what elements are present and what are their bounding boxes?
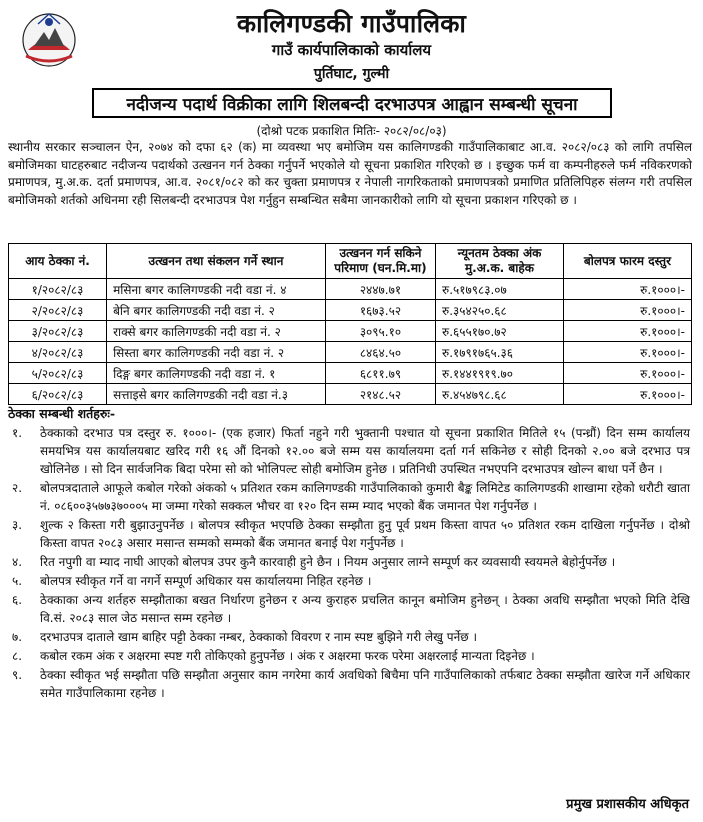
term-number: १. — [12, 426, 23, 440]
term-number: ५. — [12, 574, 23, 588]
term-text: कबोल रकम अंक र अक्षरमा स्पष्ट गरी तोकिएको हुनुपर्नेछ । अंक र अक्षरमा फरक परेमा अक्षरलाई मान्यता दिइनेछ । — [40, 649, 535, 663]
term-number: ७. — [12, 630, 23, 644]
quantity-cell: ६८११.७९ — [325, 363, 435, 384]
header-location: उत्खनन तथा संकलन गर्ने स्थान — [107, 244, 326, 279]
notice-title: नदीजन्य पदार्थ विक्रीका लागि शिलबन्दी दरभाउपत्र आह्वान सम्बन्धी सूचना — [92, 88, 612, 118]
list-item — [12, 572, 690, 590]
form-fee-cell: रु.१०००।- — [563, 342, 691, 363]
location-cell: मसिना बगर कालिगण्डकी नदी वडा नं. ४ — [107, 279, 326, 300]
terms-list — [12, 424, 690, 703]
quantity-cell: ३०९५.१० — [325, 321, 435, 342]
contract-no-cell: २/२०८२/८३ — [9, 300, 107, 321]
form-fee-cell: रु.१०००।- — [563, 321, 691, 342]
table-row — [9, 342, 692, 363]
min-amount-cell: रु.५१७९८३.०७ — [436, 279, 564, 300]
list-item — [12, 553, 690, 571]
term-number: २. — [12, 481, 23, 495]
location-cell: दिङ्ग बगर कालिगण्डकी नदी वडा नं. १ — [107, 363, 326, 384]
term-text: दरभाउपत्र दाताले खाम बाहिर पट्टी ठेक्का नम्बर, ठेक्काको विवरण र नाम स्पष्ट बुझिने गरी लेखु पर्नेछ । — [40, 630, 478, 644]
table-row — [9, 279, 692, 300]
contract-no-cell: ४/२०८२/८३ — [9, 342, 107, 363]
min-amount-cell: रु.६५५१७०.७२ — [436, 321, 564, 342]
table-row — [9, 384, 692, 405]
term-number: ९. — [12, 668, 23, 682]
term-text: ठेक्काको दरभाउ पत्र दस्तुर रु. १०००।- (एक हजार) फिर्ता नहुने गरी भुक्तानी पश्चात यो सूचना प्रकाशित मितिले १५ (पन्ध्रौं) दिन सम्म कार्यालय समयभित्र यस कार्यालयबाट खरिद गरी १६ औं दिनको १२.०० बजे सम्म यस कार्यालयमा दर्ता गर्न सकिनेछ र सोही दिनको २.०० बजे दरभाउ पत्र खोलिनेछ । सो दिन सार्वजनिक बिदा परेमा सो को भोलिपल्ट सोही बमोजिम हुनेछ । प्रतिनिधी उपस्थित नभएपनि दरभाउपत्र खोल्न बाधा पर्ने छैन । — [40, 426, 690, 476]
office-address: पुर्तिघाट, गुल्मी — [313, 66, 390, 82]
header-quantity: उत्खनन गर्न सकिने परिमाण (घन.मि.मा) — [325, 244, 435, 279]
location-cell: बेनि बगर कालिगण्डकी नदी वडा नं. २ — [107, 300, 326, 321]
min-amount-cell: रु.४५४७९८.६८ — [436, 384, 564, 405]
table-row — [9, 363, 692, 384]
list-item — [12, 647, 690, 665]
min-amount-cell: रु.३५४२५०.६८ — [436, 300, 564, 321]
form-fee-cell: रु.१०००।- — [563, 384, 691, 405]
quantity-cell: २४४७.७१ — [325, 279, 435, 300]
term-number: ८. — [12, 649, 23, 663]
list-item — [12, 666, 690, 702]
location-cell: सिस्ता बगर कालिगण्डकी नदी वडा नं. २ — [107, 342, 326, 363]
intro-paragraph: स्थानीय सरकार सञ्चालन ऐन, २०७४ को दफा ६२ (क) मा व्यवस्था भए बमोजिम यस कालिगण्डकी गाउँपालिकाबाट आ.व. २०८२/०८३ को लागि तपसिल बमोजिमका घाटहरुबाट नदीजन्य पदार्थको उत्खनन गर्न ठेक्का गर्नुपर्ने भएकोले यो सूचना प्रकाशित गरिएको छ । इच्छुक फर्म वा कम्पनीहरुले फर्म नविकरणको प्रमाणपत्र, मु.अ.क. दर्ता प्रमाणपत्र, आ.व. २०८१/०८२ को कर चुक्ता प्रमाणपत्र र नेपाली नागरिकताको प्रमाणपत्रको प्रमाणित प्रतिलिपिहरु संलग्न गरी तपसिल बमोजिमको शर्तको अधिनमा रही सिलबन्दी दरभाउपत्र पेश गर्नुहुन सम्बन्धित सबैमा जानकारीको लागि यो सूचना प्रकाशन गरिएको छ । — [8, 140, 692, 207]
contract-no-cell: १/२०८२/८३ — [9, 279, 107, 300]
term-text: शुल्क २ किस्ता गरी बुझाउनुपर्नेछ । बोलपत्र स्वीकृत भएपछि ठेक्का सम्झौता हुनु पूर्व प्रथम किस्ता वापत ५० प्रतिशत रकम दाखिला गर्नुपर्नेछ । दोश्रो किस्ता वापत २०८३ असार मसान्त सम्मको सम्मको बैंक जमानत बनाई पेश गर्नुपर्नेछ । — [40, 518, 690, 550]
term-number: ३. — [12, 518, 23, 532]
office-name: गाउँ कार्यपालिकाको कार्यालय — [271, 41, 432, 59]
header-contract-no: आय ठेक्का नं. — [9, 244, 107, 279]
table-header-row — [9, 244, 692, 279]
location-cell: सत्ताइसे बगर कालिगण्डकी नदी वडा नं.३ — [107, 384, 326, 405]
organization-name: कालिगण्डकी गाउँपालिका — [236, 9, 467, 38]
contract-no-cell: ३/२०८२/८३ — [9, 321, 107, 342]
header-form-fee: बोलपत्र फारम दस्तुर — [563, 244, 691, 279]
list-item — [12, 424, 690, 478]
contract-no-cell: ६/२०८२/८३ — [9, 384, 107, 405]
term-text: रित नपुगी वा म्याद नाघी आएको बोलपत्र उपर कुनै कारवाही हुने छैन । नियम अनुसार लाग्ने सम्पूर्ण कर व्यवसायी स्वयमले बेहोर्नुपर्नेछ । — [40, 555, 616, 569]
terms-heading: ठेक्का सम्बन्धी शर्तहरुः- — [8, 406, 116, 421]
term-text: ठेक्का स्वीकृत भई सम्झौता पछि सम्झौता अनुसार काम नगरेमा कार्य अवधिको बिचैमा पनि गाउँपालिकाको तर्फबाट ठेक्का सम्झौता खारेज गर्ने अधिकार समेत गाउँपालिकामा रहनेछ । — [40, 668, 690, 700]
location-cell: राक्से बगर कालिगण्डकी नदी वडा नं. २ — [107, 321, 326, 342]
quantity-cell: ८४६४.५० — [325, 342, 435, 363]
term-text: ठेक्काका अन्य शर्तहरु सम्झौताका बखत निर्धारण हुनेछन र अन्य कुराहरु प्रचलित कानून बमोजिम हुनेछन् । ठेक्का अवधि सम्झौता भएको मिति देखि वि.सं. २०८३ साल जेठ मसान्त सम्म रहनेछ । — [40, 593, 690, 625]
form-fee-cell: रु.१०००।- — [563, 300, 691, 321]
contract-no-cell: ५/२०८२/८३ — [9, 363, 107, 384]
list-item — [12, 591, 690, 627]
term-number: ६. — [12, 593, 23, 607]
term-number: ४. — [12, 555, 23, 569]
term-text: बोलपत्रदाताले आफूले कबोल गरेको अंकको ५ प्रतिशत रकम कालिगण्डकी गाउँपालिकाको कुमारी बैङ्क लिमिटेड कालिगण्डकी शाखामा रहेको धरौटी खाता नं. ०८६००३५७७३७०००५ मा जम्मा गरेको सक्कल भौचर वा १२० दिन सम्म म्याद भएको बैंक जमानत पेश गर्नुपर्नेछ । — [40, 481, 690, 513]
table-row — [9, 321, 692, 342]
form-fee-cell: रु.१०००।- — [563, 279, 691, 300]
list-item — [12, 479, 690, 515]
form-fee-cell: रु.१०००।- — [563, 363, 691, 384]
term-text: बोलपत्र स्वीकृत गर्ने वा नगर्ने सम्पूर्ण अधिकार यस कार्यालयमा निहित रहनेछ । — [40, 574, 372, 588]
list-item — [12, 516, 690, 552]
min-amount-cell: रु.१७९१७६५.३६ — [436, 342, 564, 363]
table-row — [9, 300, 692, 321]
header-min-amount: न्यूनतम ठेक्का अंक मु.अ.क. बाहेक — [436, 244, 564, 279]
signatory-title: प्रमुख प्रशासकीय अधिकृत — [566, 797, 689, 812]
list-item — [12, 628, 690, 646]
quantity-cell: २१४८.५२ — [325, 384, 435, 405]
bid-table — [8, 243, 692, 405]
min-amount-cell: रु.१४४१९१९.७० — [436, 363, 564, 384]
quantity-cell: १६७३.५२ — [325, 300, 435, 321]
publish-date-note: (दोश्रो पटक प्रकाशित मितिः- २०८२/०८/०३) — [256, 124, 447, 138]
